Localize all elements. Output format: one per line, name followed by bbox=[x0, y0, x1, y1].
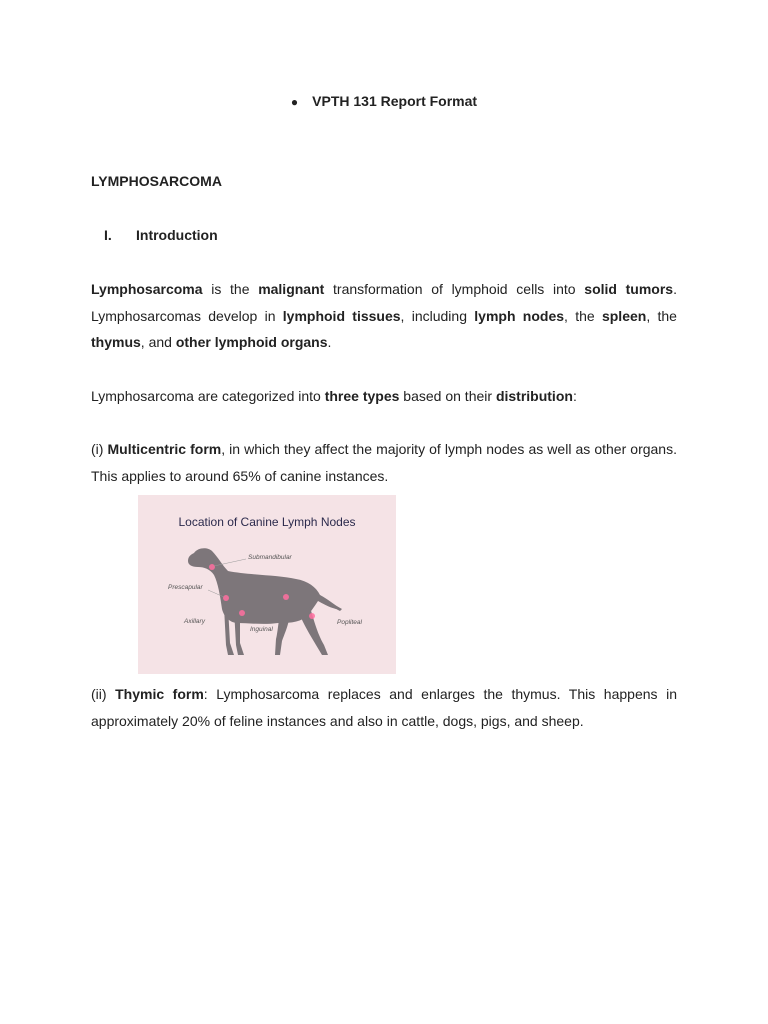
label-submandibular: Submandibular bbox=[248, 554, 292, 561]
header-title: VPTH 131 Report Format bbox=[312, 93, 478, 109]
subheading-number: I. bbox=[104, 227, 112, 243]
bullet-icon: ● bbox=[290, 95, 299, 109]
submandibular-node-marker bbox=[209, 564, 215, 570]
label-prescapular: Prescapular bbox=[168, 584, 203, 591]
subheading-introduction bbox=[104, 227, 218, 243]
popliteal-node-marker bbox=[309, 613, 315, 619]
document-header bbox=[0, 93, 768, 109]
prescapular-node-marker bbox=[223, 595, 229, 601]
paragraph-multicentric-form: (i) Multicentric form, in which they affect the majority of lymph nodes as well as other organs. This applies to around 65% of canine instances. bbox=[91, 441, 677, 484]
label-axillary: Axillary bbox=[184, 618, 205, 625]
dog-illustration bbox=[138, 495, 396, 674]
inguinal-node-marker bbox=[283, 594, 289, 600]
paragraph-types: Lymphosarcoma are categorized into three types based on their distribution: bbox=[91, 388, 577, 404]
label-popliteal: Popliteal bbox=[337, 619, 362, 626]
section-title: LYMPHOSARCOMA bbox=[91, 173, 222, 189]
figure-title: Location of Canine Lymph Nodes bbox=[178, 515, 356, 529]
paragraph-thymic-form: (ii) Thymic form: Lymphosarcoma replaces and enlarges the thymus. This happens in approximately 20% of feline instances and also in cattle, dogs, pigs, and sheep. bbox=[91, 686, 677, 729]
label-inguinal: Inguinal bbox=[250, 626, 273, 633]
axillary-node-marker bbox=[239, 610, 245, 616]
subheading-label: Introduction bbox=[136, 227, 218, 243]
paragraph-definition: Lymphosarcoma is the malignant transformation of lymphoid cells into solid tumors. Lymphosarcomas develop in lymphoid tissues, including lymph nodes, the spleen, the thymus, and other lymphoid organs. bbox=[91, 281, 677, 350]
lymph-nodes-figure bbox=[138, 495, 396, 674]
